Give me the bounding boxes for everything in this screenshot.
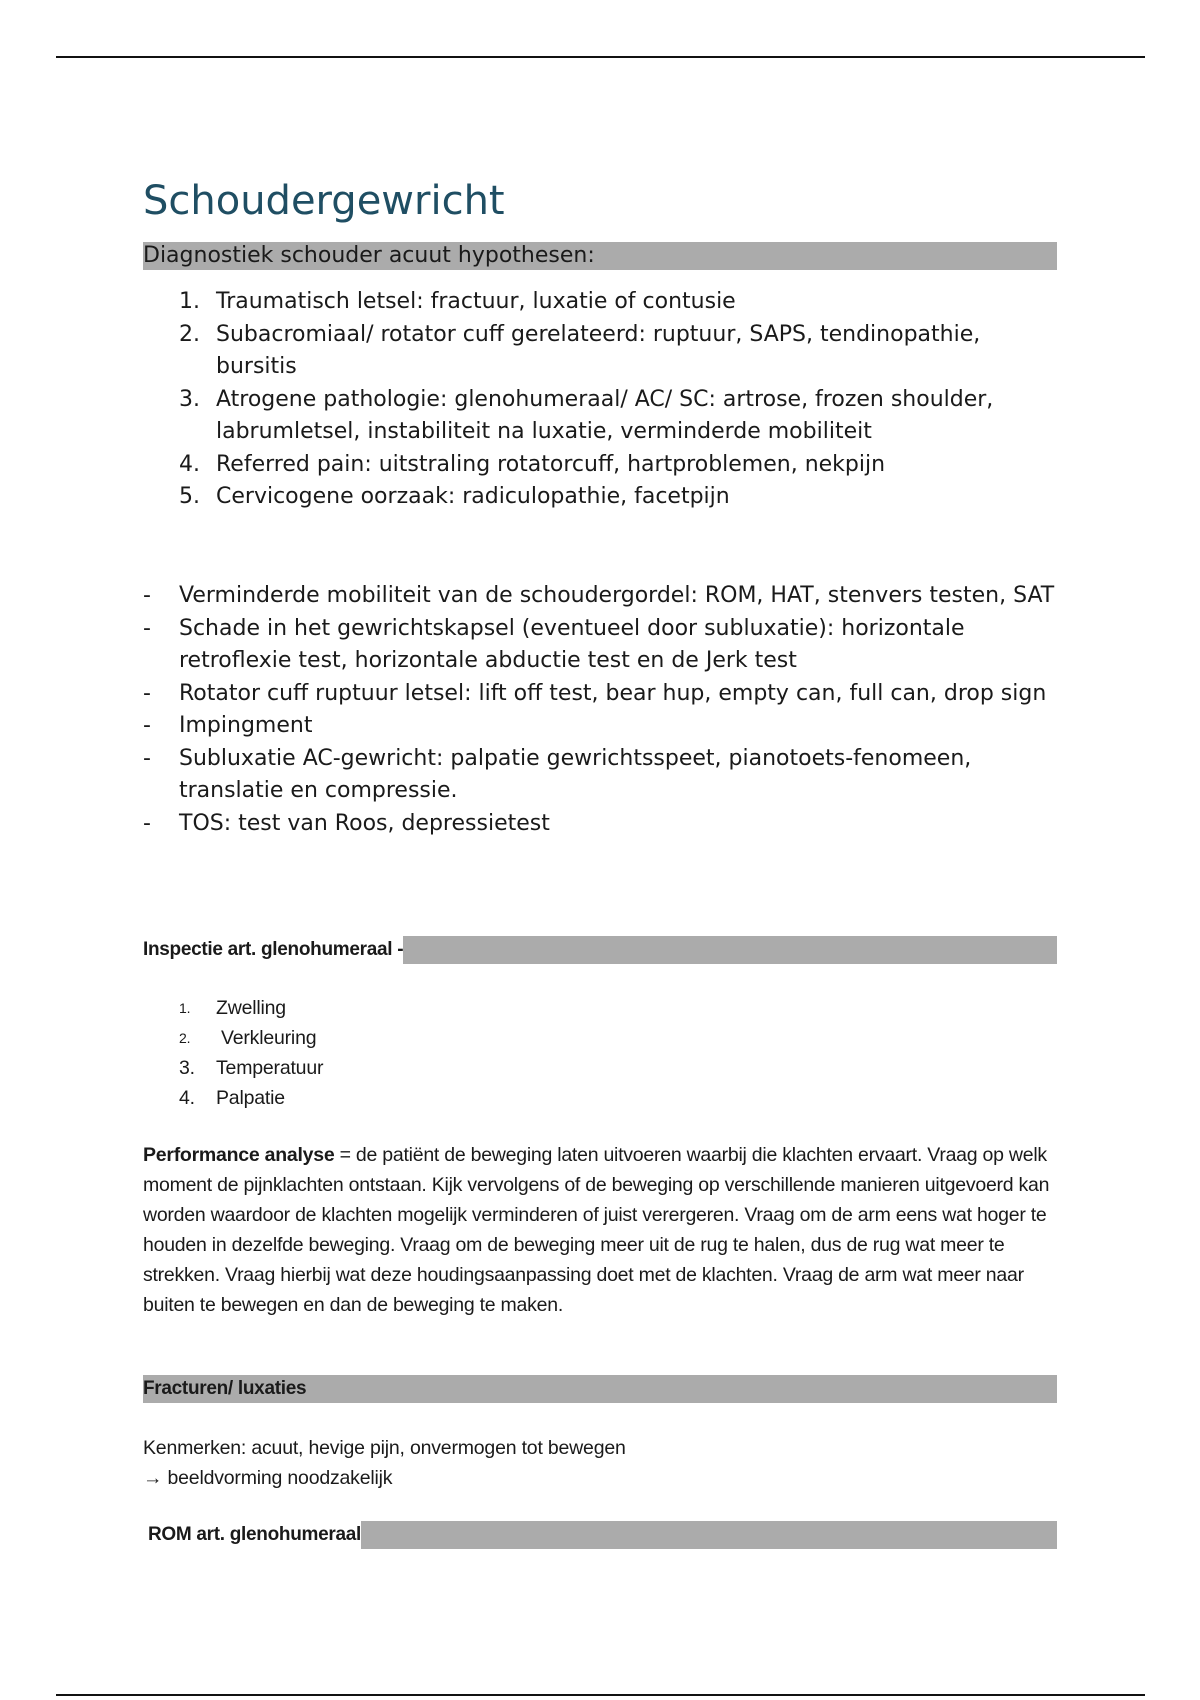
section-heading-label: Fracturen/ luxaties	[143, 1378, 307, 1399]
kenmerken-line: Kenmerken: acuut, hevige pijn, onvermogen tot bewegen	[143, 1437, 626, 1459]
list-number: 3.	[179, 1057, 195, 1079]
list-text: Zwelling	[216, 997, 286, 1019]
list-item	[143, 993, 323, 1023]
list-number: 2.	[179, 1030, 191, 1046]
list-number: 4.	[179, 1087, 195, 1109]
section-heading-inspectie	[143, 936, 1057, 964]
list-item	[143, 613, 1057, 678]
list-number: 1.	[179, 289, 200, 314]
list-dash: -	[143, 713, 151, 738]
list-text: Rotator cuff ruptuur letsel: lift off test, bear hup, empty can, full can, drop sign	[179, 680, 1047, 706]
list-item	[143, 808, 1057, 841]
list-number: 1.	[179, 1000, 191, 1016]
fracturen-body	[143, 1433, 626, 1493]
list-item	[143, 481, 1056, 514]
list-text: Temperatuur	[216, 1057, 324, 1079]
list-item	[143, 286, 1056, 319]
list-item	[143, 449, 1056, 482]
list-dash: -	[143, 810, 151, 836]
list-item	[143, 319, 1056, 384]
list-text: Impingment	[179, 713, 313, 738]
page-title: Schoudergewricht	[143, 178, 505, 224]
list-item	[143, 678, 1057, 711]
section-heading-diagnostiek	[143, 242, 1057, 270]
list-number: 3.	[179, 386, 200, 412]
list-item	[143, 1053, 323, 1083]
list-text: Atrogene pathologie: glenohumeraal/ AC/ SC: artrose, frozen shoulder, labrumletsel, instabiliteit na luxatie, verminderde mobiliteit	[216, 386, 994, 444]
list-dash: -	[143, 745, 151, 771]
section-heading-fracturen	[143, 1375, 1057, 1403]
section-heading-label: ROM art. glenohumeraal	[143, 1521, 361, 1549]
list-item	[143, 1023, 323, 1053]
list-text: Schade in het gewrichtskapsel (eventueel door subluxatie): horizontale retroflexie test, horizontale abductie test en de Jerk test	[179, 615, 965, 673]
tests-list	[143, 580, 1057, 840]
list-text: Traumatisch letsel: fractuur, luxatie of contusie	[216, 289, 736, 314]
performance-analyse-term: Performance analyse	[143, 1144, 335, 1166]
header-rule	[56, 56, 1145, 58]
list-text: TOS: test van Roos, depressietest	[179, 810, 550, 836]
list-item	[143, 710, 1057, 743]
footer-rule	[56, 1694, 1145, 1696]
list-number: 4.	[179, 451, 200, 477]
list-text: Referred pain: uitstraling rotatorcuff, hartproblemen, nekpijn	[216, 451, 886, 477]
list-text: Cervicogene oorzaak: radiculopathie, facetpijn	[216, 484, 730, 509]
list-item	[143, 384, 1056, 449]
list-text: Subacromiaal/ rotator cuff gerelateerd: ruptuur, SAPS, tendinopathie, bursitis	[216, 321, 981, 379]
inspectie-list	[143, 993, 323, 1113]
section-heading-label: Inspectie art. glenohumeraal -	[143, 936, 403, 964]
list-text: Verkleuring	[221, 1027, 317, 1049]
list-dash: -	[143, 680, 151, 706]
list-dash: -	[143, 583, 151, 608]
list-item	[143, 580, 1057, 613]
list-item	[143, 1083, 323, 1113]
beeldvorming-line: → beeldvorming noodzakelijk	[143, 1467, 393, 1489]
list-dash: -	[143, 615, 151, 641]
list-text: Verminderde mobiliteit van de schoudergordel: ROM, HAT, stenvers testen, SAT	[179, 583, 1055, 608]
list-text: Subluxatie AC-gewricht: palpatie gewrichtsspeet, pianotoets-fenomeen, translatie en compressie.	[179, 745, 972, 803]
hypotheses-list	[143, 286, 1056, 514]
list-number: 2.	[179, 321, 200, 347]
section-heading-rom	[143, 1521, 1057, 1549]
list-item	[143, 743, 1057, 808]
list-number: 5.	[179, 484, 200, 509]
performance-analyse-text: = de patiënt de beweging laten uitvoeren waarbij die klachten ervaart. Vraag op welk moment de pijnklachten ontstaan. Kijk vervolgens of de beweging op verschillende manieren uitgevoerd kan worden waardoor de klachten mogelijk verminderen of juist verergeren. Vraag om de arm eens wat hoger te houden in dezelfde beweging. Vraag om de beweging meer uit de rug te halen, dus de rug wat meer te strekken. Vraag hierbij wat deze houdingsaanpassing doet met de klachten. Vraag de arm wat meer naar buiten te bewegen en dan de beweging te maken.	[143, 1144, 1050, 1316]
section-heading-label: Diagnostiek schouder acuut hypothesen:	[143, 243, 595, 268]
list-text: Palpatie	[216, 1087, 285, 1109]
performance-analyse-paragraph	[143, 1140, 1057, 1320]
